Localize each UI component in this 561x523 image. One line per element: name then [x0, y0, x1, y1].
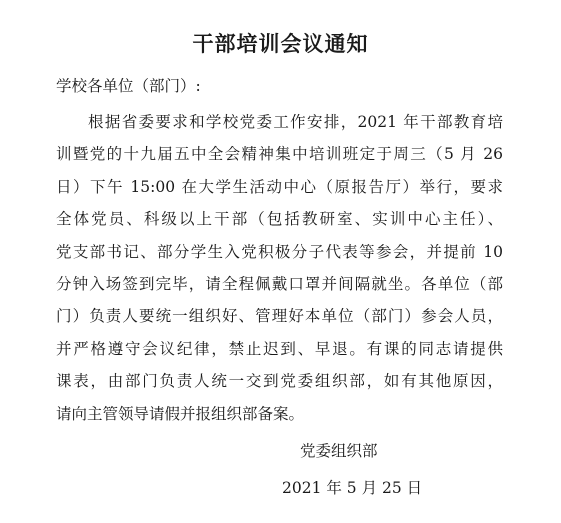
body-line: 训暨党的十九届五中全会精神集中培训班定于周三（5 月 26	[56, 145, 503, 164]
issuer-signature: 党委组织部	[300, 442, 378, 460]
body-line: 党支部书记、部分学生入党积极分子代表等参会，并提前 10	[56, 242, 503, 261]
issue-date: 2021 年 5 月 25 日	[282, 479, 423, 497]
notice-body	[56, 106, 503, 430]
body-line: 分钟入场签到完毕，请全程佩戴口罩并间隔就坐。各单位（部	[56, 275, 503, 294]
salutation: 学校各单位（部门）:	[56, 77, 201, 95]
body-line: 日）下午 15:00 在大学生活动中心（原报告厅）举行，要求	[56, 177, 503, 196]
body-line: 根据省委要求和学校党委工作安排，2021 年干部教育培	[88, 113, 503, 131]
document-title: 干部培训会议通知	[192, 32, 369, 56]
body-line: 门）负责人要统一组织好、管理好本单位（部门）参会人员，	[56, 307, 503, 326]
body-line: 并严格遵守会议纪律，禁止迟到、早退。有课的同志请提供	[56, 339, 503, 358]
body-line: 全体党员、科级以上干部（包括教研室、实训中心主任）、	[56, 210, 503, 229]
body-line: 课表，由部门负责人统一交到党委组织部，如有其他原因，	[56, 372, 503, 391]
body-line: 请向主管领导请假并报组织部备案。	[56, 404, 305, 423]
